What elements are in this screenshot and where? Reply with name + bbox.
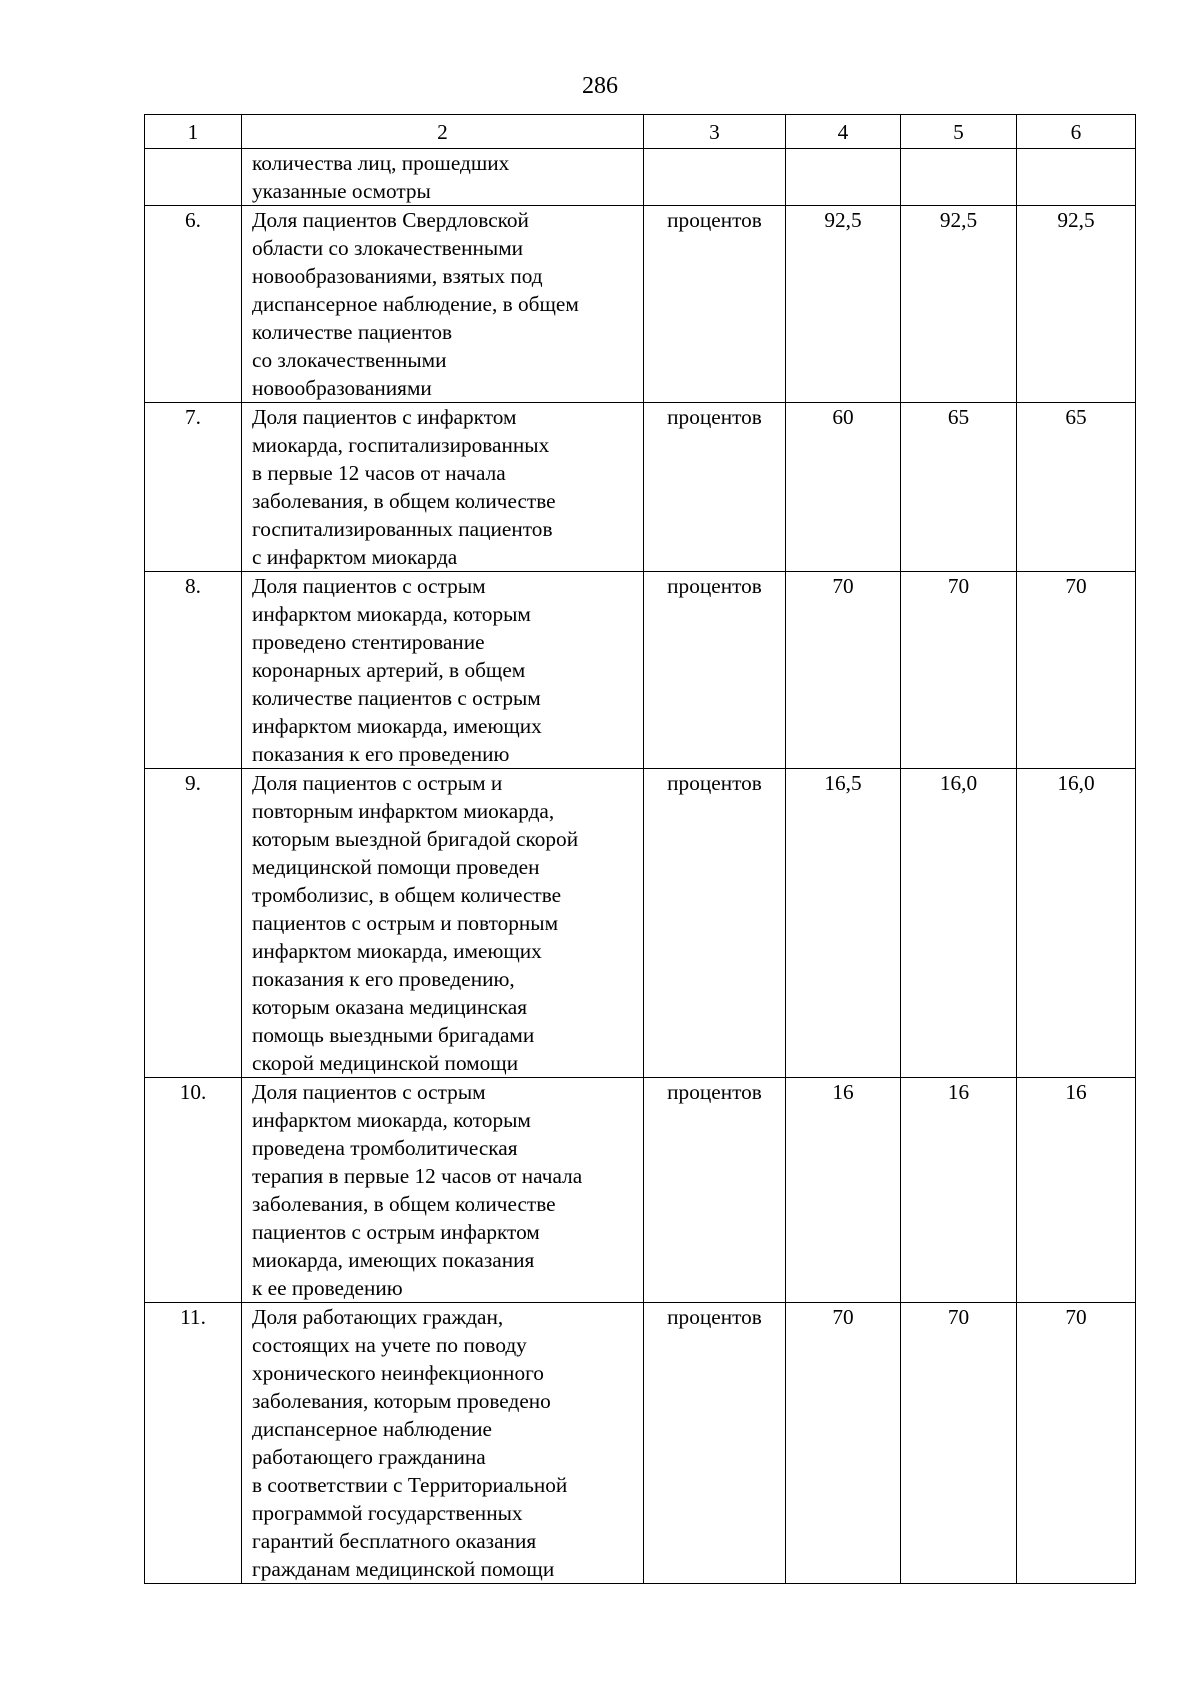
unit-cell bbox=[644, 1303, 786, 1584]
value-col-6-text: 16,0 bbox=[1057, 771, 1095, 795]
row-number bbox=[145, 769, 242, 1078]
unit-cell-text: процентов bbox=[667, 405, 762, 429]
table-row bbox=[145, 1078, 1136, 1303]
unit-cell bbox=[644, 572, 786, 769]
indicator-name-line: к ее проведению bbox=[252, 1276, 403, 1300]
value-col-6 bbox=[1017, 769, 1136, 1078]
indicator-name-line: заболевания, в общем количестве bbox=[252, 1192, 556, 1216]
indicator-name bbox=[242, 572, 644, 769]
indicator-name-line: инфарктом миокарда, которым bbox=[252, 1108, 531, 1132]
row-number bbox=[145, 1303, 242, 1584]
unit-cell-text: процентов bbox=[667, 208, 762, 232]
value-col-4-text: 70 bbox=[832, 1305, 854, 1329]
value-col-6 bbox=[1017, 403, 1136, 572]
indicator-name-line: инфарктом миокарда, имеющих bbox=[252, 939, 542, 963]
indicator-name-line: диспансерное наблюдение, в общем bbox=[252, 292, 579, 316]
indicator-name-line: новообразованиями, взятых под bbox=[252, 264, 543, 288]
header-col-6: 6 bbox=[1017, 115, 1136, 149]
indicators-table bbox=[144, 114, 1136, 1584]
value-col-4-text: 16,5 bbox=[824, 771, 862, 795]
indicator-name-line: помощь выездными бригадами bbox=[252, 1023, 535, 1047]
unit-cell bbox=[644, 403, 786, 572]
indicator-name-line: проведено стентирование bbox=[252, 630, 485, 654]
value-col-5 bbox=[901, 572, 1017, 769]
table-row bbox=[145, 206, 1136, 403]
header-col-3: 3 bbox=[644, 115, 786, 149]
indicator-name-line: повторным инфарктом миокарда, bbox=[252, 799, 555, 823]
header-col-4: 4 bbox=[786, 115, 901, 149]
indicator-name bbox=[242, 1303, 644, 1584]
indicator-name bbox=[242, 769, 644, 1078]
indicator-name-line: гарантий бесплатного оказания bbox=[252, 1529, 537, 1553]
row-number-text: 10. bbox=[179, 1080, 207, 1104]
value-col-5-text: 16 bbox=[947, 1080, 970, 1104]
indicator-name bbox=[242, 403, 644, 572]
indicator-name-line: миокарда, госпитализированных bbox=[252, 433, 550, 457]
indicator-name-line: количества лиц, прошедших bbox=[252, 151, 510, 175]
value-col-6 bbox=[1017, 149, 1136, 206]
unit-cell bbox=[644, 206, 786, 403]
indicator-name-line: заболевания, в общем количестве bbox=[252, 489, 556, 513]
indicator-name-line: терапия в первые 12 часов от начала bbox=[252, 1164, 583, 1188]
indicator-name-line: количестве пациентов с острым bbox=[252, 686, 541, 710]
value-col-4-text: 70 bbox=[832, 574, 854, 598]
value-col-4-text: 60 bbox=[832, 405, 854, 429]
value-col-5 bbox=[901, 1303, 1017, 1584]
indicator-name-line: со злокачественными bbox=[252, 348, 447, 372]
value-col-6-text: 16 bbox=[1065, 1080, 1087, 1104]
indicator-name-line: работающего гражданина bbox=[252, 1445, 486, 1469]
row-number-text: 6. bbox=[185, 208, 201, 232]
value-col-6-text: 65 bbox=[1065, 405, 1087, 429]
indicator-name-line: области со злокачественными bbox=[252, 236, 524, 260]
page-number: 286 bbox=[582, 73, 618, 99]
indicator-name-line: показания к его проведению bbox=[252, 742, 510, 766]
value-col-5-text: 70 bbox=[947, 574, 970, 598]
header-col-1: 1 bbox=[145, 115, 242, 149]
indicator-name-line: Доля пациентов с острым и bbox=[252, 771, 503, 795]
indicator-name-line: гражданам медицинской помощи bbox=[252, 1557, 555, 1581]
indicator-name-line: госпитализированных пациентов bbox=[252, 517, 553, 541]
indicator-name-line: диспансерное наблюдение bbox=[252, 1417, 492, 1441]
value-col-6 bbox=[1017, 1078, 1136, 1303]
value-col-4-text: 16 bbox=[832, 1080, 854, 1104]
value-col-6 bbox=[1017, 572, 1136, 769]
row-number bbox=[145, 403, 242, 572]
indicator-name-line: Доля пациентов с острым bbox=[252, 1080, 486, 1104]
unit-cell-text: процентов bbox=[667, 771, 762, 795]
indicator-name-line: медицинской помощи проведен bbox=[252, 855, 540, 879]
value-col-5 bbox=[901, 206, 1017, 403]
indicator-name-line: Доля работающих граждан, bbox=[252, 1305, 504, 1329]
indicator-name-line: заболевания, которым проведено bbox=[252, 1389, 551, 1413]
row-number bbox=[145, 1078, 242, 1303]
indicator-name-line: инфарктом миокарда, которым bbox=[252, 602, 531, 626]
header-col-2: 2 bbox=[242, 115, 644, 149]
indicator-name-line: коронарных артерий, в общем bbox=[252, 658, 526, 682]
unit-cell bbox=[644, 1078, 786, 1303]
table-row bbox=[145, 572, 1136, 769]
unit-cell-text: процентов bbox=[667, 1080, 762, 1104]
indicator-name-line: проведена тромболитическая bbox=[252, 1136, 518, 1160]
value-col-6-text: 92,5 bbox=[1057, 208, 1095, 232]
value-col-5 bbox=[901, 1078, 1017, 1303]
indicator-name-line: пациентов с острым инфарктом bbox=[252, 1220, 540, 1244]
row-number-text: 8. bbox=[185, 574, 201, 598]
value-col-4 bbox=[786, 206, 901, 403]
value-col-5-text: 92,5 bbox=[939, 208, 978, 232]
indicator-name-line: в соответствии с Территориальной bbox=[252, 1473, 568, 1497]
indicator-name-line: которым выездной бригадой скорой bbox=[252, 827, 579, 851]
indicator-name-line: Доля пациентов Свердловской bbox=[252, 208, 529, 232]
indicator-name-line: которым оказана медицинская bbox=[252, 995, 528, 1019]
indicator-name-line: показания к его проведению, bbox=[252, 967, 515, 991]
value-col-4 bbox=[786, 769, 901, 1078]
row-number bbox=[145, 206, 242, 403]
table-row bbox=[145, 149, 1136, 206]
indicator-name-line: Доля пациентов с инфарктом bbox=[252, 405, 517, 429]
unit-cell-text: процентов bbox=[667, 574, 762, 598]
value-col-6 bbox=[1017, 1303, 1136, 1584]
indicator-name-line: количестве пациентов bbox=[252, 320, 453, 344]
indicator-name-line: инфарктом миокарда, имеющих bbox=[252, 714, 542, 738]
value-col-6-text: 70 bbox=[1065, 574, 1087, 598]
indicator-name-line: скорой медицинской помощи bbox=[252, 1051, 519, 1075]
table-row bbox=[145, 769, 1136, 1078]
table-header-row bbox=[145, 115, 1136, 149]
value-col-5-text: 16,0 bbox=[939, 771, 978, 795]
value-col-5 bbox=[901, 769, 1017, 1078]
table-row bbox=[145, 1303, 1136, 1584]
indicator-name-line: пациентов с острым и повторным bbox=[252, 911, 559, 935]
value-col-4 bbox=[786, 403, 901, 572]
value-col-6 bbox=[1017, 206, 1136, 403]
row-number-text: 7. bbox=[185, 405, 201, 429]
value-col-4 bbox=[786, 1078, 901, 1303]
row-number-text: 11. bbox=[180, 1305, 206, 1329]
indicator-name-line: новообразованиями bbox=[252, 376, 432, 400]
indicator-name-line: состоящих на учете по поводу bbox=[252, 1333, 527, 1357]
value-col-4 bbox=[786, 149, 901, 206]
row-number-text: 9. bbox=[185, 771, 201, 795]
indicator-name bbox=[242, 149, 644, 206]
unit-cell-text: процентов bbox=[667, 1305, 762, 1329]
indicator-name-line: с инфарктом миокарда bbox=[252, 545, 458, 569]
value-col-6-text: 70 bbox=[1065, 1305, 1087, 1329]
row-number bbox=[145, 149, 242, 206]
value-col-5 bbox=[901, 403, 1017, 572]
indicator-name bbox=[242, 1078, 644, 1303]
unit-cell bbox=[644, 149, 786, 206]
unit-cell bbox=[644, 769, 786, 1078]
indicator-name-line: хронического неинфекционного bbox=[252, 1361, 544, 1385]
value-col-4-text: 92,5 bbox=[824, 208, 862, 232]
indicator-name-line: миокарда, имеющих показания bbox=[252, 1248, 535, 1272]
header-col-5: 5 bbox=[901, 115, 1017, 149]
indicator-name-line: Доля пациентов с острым bbox=[252, 574, 486, 598]
row-number bbox=[145, 572, 242, 769]
value-col-4 bbox=[786, 1303, 901, 1584]
value-col-5 bbox=[901, 149, 1017, 206]
indicator-name-line: указанные осмотры bbox=[252, 179, 431, 203]
indicator-name-line: программой государственных bbox=[252, 1501, 523, 1525]
value-col-5-text: 65 bbox=[947, 405, 970, 429]
table-row bbox=[145, 403, 1136, 572]
value-col-5-text: 70 bbox=[947, 1305, 970, 1329]
indicator-name-line: тромболизис, в общем количестве bbox=[252, 883, 562, 907]
value-col-4 bbox=[786, 572, 901, 769]
indicator-name-line: в первые 12 часов от начала bbox=[252, 461, 506, 485]
indicator-name bbox=[242, 206, 644, 403]
